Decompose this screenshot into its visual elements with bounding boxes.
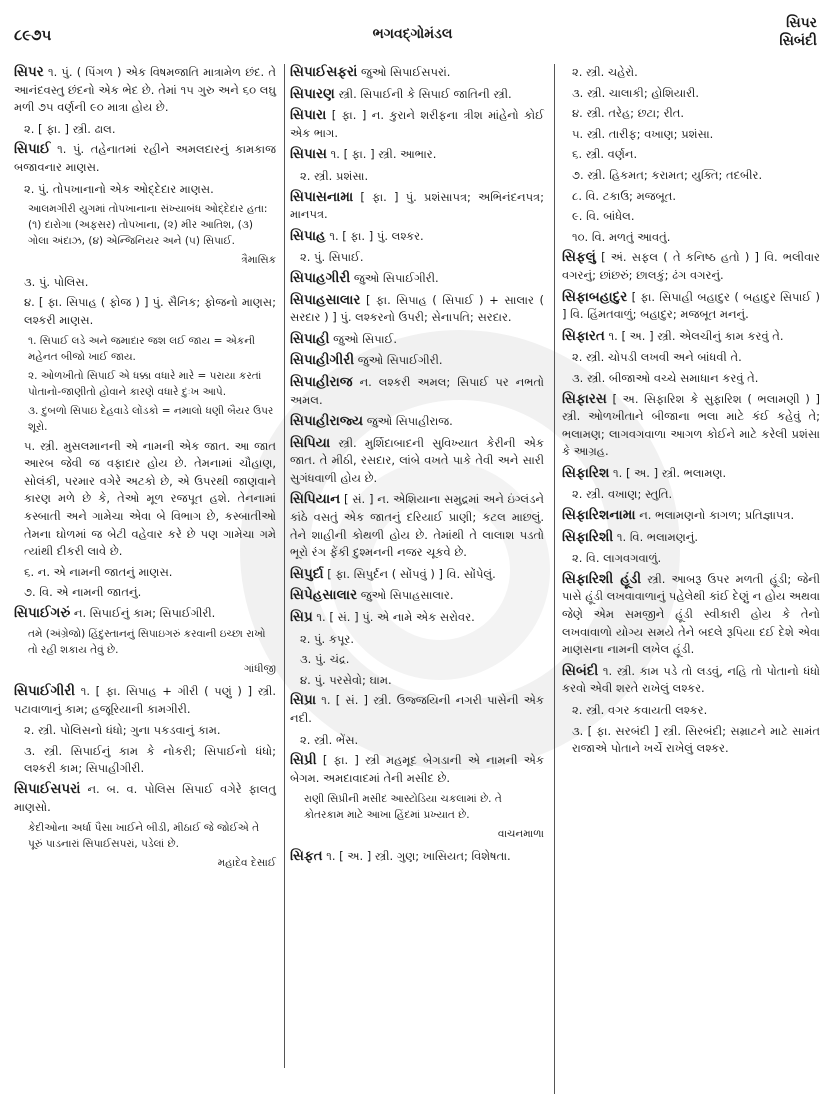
citation-quote: ૧. સિપાઈ લડે અને જમાદાર જશ લઈ જાય = એકની મહેનત બીજો ખાઈ જાય. <box>28 334 256 363</box>
page-header <box>0 0 825 62</box>
sense: ૭. વિ. એ નામની જાતનું. <box>24 585 142 600</box>
sense: ૨. સ્ત્રી. વગર કવાયતી લશ્કર. <box>572 703 708 717</box>
definition: જુઓ સિપાઈગીરી. <box>357 353 443 368</box>
headword: સિપાઈગરું <box>14 604 71 621</box>
headword: સિફારિશી <box>562 528 614 545</box>
headword: સિપાઈસપરાં <box>14 781 81 798</box>
sense: ૫. સ્ત્રી. મુસલમાનની એ નામની એક જાત. આ જાત આરબ જેવી જ વફાદાર હોય છે. તેમનામાં ચૌહાણ, સોલંકી, પરમાર વગેરે અટકો છે, એ ઉપરથી જાણવાને કારણ મળે છે કે, તેઓ મૂળ રજપૂત હશે. તેનનામાં કસ્બાતી અને ગામેચા એવા બે વિભાગ છે, કસ્બાતીઓ તેમના ઘોળમાં જ બેટી વહેવાર કરે છે પણ ગામેચા ગમે ત્યાંથી દીકરી લાવે છે. <box>24 438 276 559</box>
citation-source: વાચનમાળા <box>497 828 544 841</box>
sense: ૬. ન. એ નામની જાતનું માણસ. <box>24 564 173 579</box>
sense: ૪. [ ફા. સિપાહ ( ફોજ ) ] પું. સૈનિક; ફોજનો માણસ; લશ્કરી માણસ. <box>24 295 276 327</box>
definition: [ ફા. ] પું. પ્રશંસાપત્ર; અભિનંદનપત્ર; માનપત્ર. <box>290 189 545 222</box>
headword: સિપારણ <box>290 85 335 102</box>
headword: સિફલું <box>562 249 596 266</box>
definition: [ સં. ] ન. એશિયાના સમુદ્રમાં અને ઇંગ્લંડને કાંઠે વસતું એક જાતનું દરિયાઈ પ્રાણી; કટલ માછલું. તેને શાહીની કોથળી હોય છે. તેમાંથી તે લાલાશ પડતો ભૂરો રંગ ફેંકી દુશ્મનની નજર ચૂકવે છે. <box>290 492 545 560</box>
dictionary-entry <box>290 331 544 349</box>
citation-source: મહાદેવ દેસાઈ <box>217 857 276 870</box>
dictionary-entry <box>290 86 544 104</box>
dictionary-entry <box>290 609 544 627</box>
headword: સિપેહસાલાર <box>290 587 358 604</box>
definition: ન. લશ્કરી અમલ; સિપાઈ પર નભતો અમલ. <box>290 374 545 407</box>
headword: સિબંદી <box>562 662 599 679</box>
headword: સિપાહ <box>290 227 326 244</box>
sense: ૬. સ્ત્રી. વર્ણન. <box>572 147 638 162</box>
citation-quote: તમે (અંગ્રેજો) હિંદુસ્તાનનું સિપાઇગરું કરવાની ઇચ્છા રાખો તો રહી શકાય તેવું છે. <box>28 628 266 657</box>
definition: [ ફા. ] સ્ત્રી મહમૂદ બેગડાની એ નામની એક બેગમ. અમદાવાદમાં તેની મસીદ છે. <box>290 753 544 785</box>
dictionary-entry <box>14 605 276 623</box>
sense: ૩. [ ફા. સરબંદી ] સ્ત્રી. સિરબંદી; સમ્રાટને માટે સામંત રાજાએ પોતાને ખર્ચે રાખેલું લશ્કર. <box>572 723 820 756</box>
guide-word-first: સિપર <box>786 15 817 31</box>
definition: જુઓ સિપાઈસપરાં. <box>361 65 451 79</box>
sense: ૨. [ ફા. ] સ્ત્રી. ઢાલ. <box>24 121 116 136</box>
headword: સિપુર્દા <box>290 565 324 582</box>
dictionary-entry <box>562 507 820 525</box>
sense: ૩. સ્ત્રી. સિપાઈનું કામ કે નોકરી; સિપાઈનો ધંધો; લશ્કરી કામ; સિપાહીગીરી. <box>24 743 276 776</box>
sense: ૭. સ્ત્રી. હિકમત; કરામત; યુક્તિ; તદબીર. <box>572 167 763 182</box>
dictionary-entry <box>290 692 544 727</box>
sense: ૨. સ્ત્રી. ચોપડી લખવી અને બાંધવી તે. <box>572 350 742 365</box>
definition: ૧. પું. ( પિંગળ ) એક વિષમજાતિ માત્રામેળ છંદ. તે આનંદવસ્તુ છંદનો એક ભેદ છે. તેમાં ૧૫ ગુરુ અને ૬૦ લઘુ મળી ૭૫ વર્ણની ૯૦ માત્રા હોય છે. <box>14 65 276 115</box>
dictionary-entry <box>290 566 544 584</box>
page-number: ૮૯૭૫ <box>14 26 52 44</box>
citation-quote: કેદીઓના અર્ધા પૈસા ખાઈને બીડી, મીઠાઈ જે જોઈએ તે પૂરું પાડનારાં સિપાઈસપરાં, પડેલાં છે. <box>28 822 260 851</box>
citation-source: ગાંધીજી <box>244 663 276 676</box>
guide-words <box>779 14 817 50</box>
headword: સિપિયા <box>290 434 331 451</box>
dictionary-entry <box>290 228 544 246</box>
definition: જુઓ સિપાહસાલાર. <box>360 588 454 603</box>
dictionary-entry <box>290 352 544 370</box>
guide-word-last: સિબંદી <box>779 33 817 49</box>
headword: સિપાઈગીરી <box>14 683 76 700</box>
headword: સિપ્ર <box>290 609 313 626</box>
headword: સિપાહસાલાર <box>290 291 361 308</box>
sense: ૪. સ્ત્રી. તરેહ; છટા; રીત. <box>572 106 685 121</box>
dictionary-entry <box>290 270 544 288</box>
headword: સિપાસનામા <box>290 188 354 205</box>
column-divider <box>554 64 555 1094</box>
definition: સ્ત્રી. સિપાઈની કે સિપાઈ જાતિની સ્ત્રી. <box>338 86 512 101</box>
headword: સિપાહગીરી <box>290 269 351 286</box>
dictionary-entry <box>562 571 820 659</box>
dictionary-entry <box>290 146 544 164</box>
definition: ન. બ. વ. પોલિસ સિપાઈ વગેરે ફાલતુ માણસો. <box>14 782 276 814</box>
dictionary-entry <box>562 663 820 698</box>
sense: ૨. સ્ત્રી. પ્રશંસા. <box>300 168 369 183</box>
sense: ૨. સ્ત્રી. પોલિસનો ધંધો; ગુના પકડવાનું કામ. <box>24 723 221 738</box>
definition: જુઓ સિપાઈ. <box>333 331 398 346</box>
sense: ૨. પું. તોપખાનાનો એક ઓદ્દેદાર માણસ. <box>24 181 214 196</box>
sense: ૩. પું. ચંદ્ર. <box>300 652 350 667</box>
definition: ૧. વિ. ભલામણનું. <box>616 529 698 544</box>
definition: ન. ભલામણનો કાગળ; પ્રતિજ્ઞાપત્ર. <box>639 508 795 523</box>
dictionary-columns <box>14 64 820 1104</box>
headword: સિપાહીરાજ <box>290 373 353 390</box>
headword: સિપાહી <box>290 330 330 347</box>
headword: સિપાઈસફરાં <box>290 64 358 80</box>
running-title: ભગવદ્ગોમંડલ <box>372 26 453 42</box>
citation-quote: રાણી સિપ્રીની મસીદ આસ્ટોડિયા ચકલામાં છે. તે કોતરકામ માટે આખા હિંદમાં પ્રખ્યાત છે. <box>304 793 502 822</box>
citation-quote: ૩. દુબળો સિપાઇ દેહવાડે લોંડકો = નમાલો ધણી બૈયર ઉપર શૂરો. <box>28 404 274 433</box>
dictionary-entry <box>290 64 544 82</box>
citation-source: ત્રૈમાસિક <box>241 254 276 267</box>
dictionary-entry <box>290 848 544 866</box>
definition: સ્ત્રી. આબરૂ ઉપર મળતી હૂંડી; જેની પાસે હૂંડી લખવાવાળાનું પહેલેથી કાંઈ દેણું ન હોય અથવા જેણે એમ સમજીને હૂંડી સ્વીકારી હોય કે તેનો લખવાવાળો યોગ્ય સમયે તેને બદલે રૂપિયા દઈ દેશે એવા માણસના નામની લખેલ હૂંડી. <box>562 571 820 657</box>
dictionary-entry <box>14 64 276 117</box>
dictionary-entry <box>290 491 544 561</box>
dictionary-entry <box>14 683 276 718</box>
definition: સ્ત્રી. મુર્શિદાબાદની સુવિખ્યાત કેરીની એક જાત. તે મીઠી, રસદાર, લાંબે વખતે પાકે તેવી અને સારી સુગંધવાળી હોય છે. <box>290 435 544 485</box>
sense: ૨. પું. કપૂર. <box>300 631 355 646</box>
dictionary-entry <box>290 752 544 787</box>
definition: ૧. [ અ. ] સ્ત્રી. ભલામણ. <box>613 465 727 480</box>
sense: ૫. સ્ત્રી. તારીફ; વખાણ; પ્રશંસા. <box>572 126 714 141</box>
headword: સિપાહીરાજ્ય <box>290 413 364 430</box>
definition: [ ફા. સિપાહી બહાદુર ( બહાદુર સિપાઈ ) ] વિ. હિંમતવાળું; બહાદુર; મજબૂત મનનું. <box>562 289 821 322</box>
headword: સિફારસ <box>562 390 607 407</box>
definition: ૧. [ ફા. સિપાહ + ગીરી ( પણું ) ] સ્ત્રી. પટાવાળાનું કામ; હજૂરિયાની કામગીરી. <box>14 684 276 716</box>
dictionary-entry <box>562 249 820 284</box>
dictionary-entry <box>562 391 820 461</box>
dictionary-entry <box>562 465 820 483</box>
sense: ૮. વિ. ટકાઉ; મજબૂત. <box>572 188 677 203</box>
headword: સિપર <box>14 64 44 80</box>
sense: ૯. વિ. બાંધેલ. <box>572 209 635 224</box>
headword: સિપાહીગીરી <box>290 352 355 369</box>
headword: સિફારિશ <box>562 464 610 481</box>
definition: ૧. [ ફા. ] પું. લશ્કર. <box>329 228 424 243</box>
definition: ૧. પું. તહેનાતમાં રહીને અમલદારનું કામકાજ બજાવનાર માણસ. <box>14 142 276 174</box>
dictionary-entry <box>14 781 276 816</box>
sense: ૨. સ્ત્રી. ચહેરો. <box>572 65 638 79</box>
sense: ૨. વિ. લાગવગવાળું. <box>572 551 662 566</box>
definition: ન. સિપાઈનું કામ; સિપાઈગીરી. <box>73 605 216 620</box>
sense: ૨. સ્ત્રી. વખાણ; સ્તુતિ. <box>572 487 673 502</box>
dictionary-entry <box>290 189 544 224</box>
column-divider <box>284 64 285 1068</box>
headword: સિફત <box>290 847 323 864</box>
dictionary-entry <box>290 435 544 488</box>
definition: ૧. [ અ. ] સ્ત્રી. ગુણ; ખાસિયત; વિશેષતા. <box>326 848 511 863</box>
dictionary-entry <box>290 587 544 605</box>
sense: ૨. સ્ત્રી. ભેંસ. <box>300 732 359 747</box>
sense: ૩. પું. પોલિસ. <box>24 274 89 289</box>
headword: સિફારત <box>562 327 605 344</box>
definition: [ ફા. સિપાહ ( સિપાઈ ) + સાલાર ( સરદાર ) ] પું. લશ્કરનો ઉપરી; સેનાપતિ; સરદાર. <box>290 292 544 325</box>
definition: [ ફા. ] ન. કુરાને શરીફના ત્રીશ માંહેનો કોઈ એક ભાગ. <box>290 108 544 140</box>
definition: [ અ. સિફારિશ કે સુફારિશ ( ભલામણી ) ] સ્ત્રી. ઓળખીતાને બીજાના ભલા માટે કંઈ કહેવું તે; ભલામણ; લાગવગવાળા આગળ કોઈને માટે કરેલી પ્રશંસા કે આગ્રહ. <box>562 391 820 459</box>
definition: ૧. [ અ. ] સ્ત્રી. એલચીનું કામ કરવું તે. <box>608 328 784 343</box>
headword: સિફાબહાદુર <box>562 288 628 305</box>
column-2 <box>290 64 544 870</box>
sense: ૪. પું. પરસેવો; ઘામ. <box>300 672 392 687</box>
dictionary-entry <box>290 374 544 409</box>
headword: સિફારિશી હૂંડી <box>562 570 642 587</box>
definition: ૧. [ સં. ] સ્ત્રી. ઉજ્જયિની નગરી પાસેની એક નદી. <box>290 693 544 725</box>
headword: સિપ્રી <box>290 752 317 769</box>
definition: [ અં. સફલ ( તે કનિષ્ઠ હતો ) ] વિ. ભલીવાર વગરનું; છાંછરું; છાલકું; ઢંગ વગરનું. <box>562 250 821 282</box>
sense: ૧૦. વિ. મળતું આવતું. <box>572 229 671 244</box>
definition: ૧. સ્ત્રી. કામ પડે તો લડવું, નહિ તો પોતાનો ધંધો કરવો એવી શરતે રાખેલું લશ્કર. <box>562 663 820 696</box>
headword: સિપિયાન <box>290 491 341 508</box>
headword: સિપાસ <box>290 146 327 163</box>
headword: સિફારિશનામા <box>562 507 636 524</box>
dictionary-entry <box>290 107 544 142</box>
citation-quote: ૨. ઓળખીતો સિપાઈ એ ધક્કા વધારે મારે = પરાયા કરતાં પોતાનો-જાણીતો હોવાને કારણે વધારે દુઃખ આપે. <box>28 369 262 398</box>
definition: ૧. [ સં. ] પું. એ નામે એક સરોવર. <box>316 610 475 625</box>
dictionary-entry <box>290 413 544 431</box>
sense: ૩. સ્ત્રી. બીજાઓ વચ્ચે સમાધાન કરવું તે. <box>572 370 759 385</box>
headword: સિપારા <box>290 107 327 124</box>
headword: સિપાઈ <box>14 141 51 158</box>
citation-quote: આલમગીરી યુગમાં તોપખાનાના સંખ્યાબંધ ઓદ્દેદાર હતા: (૧) દારોગા (અફસર) તોપખાના, (૨) મીર આતિશ, (૩) ગોલા અંદાઝ, (૪) એન્જિનિયર અને (૫) સિપાઈ. <box>28 203 268 248</box>
dictionary-entry <box>14 141 276 176</box>
dictionary-entry <box>290 292 544 327</box>
column-1 <box>14 64 276 877</box>
definition: જુઓ સિપાહીરાજ. <box>366 414 453 429</box>
sense: ૨. પું. સિપાઈ. <box>300 250 364 265</box>
column-3 <box>562 64 820 761</box>
dictionary-entry <box>562 529 820 547</box>
headword: સિપ્રા <box>290 692 317 709</box>
sense: ૩. સ્ત્રી. ચાલાકી; હોશિયારી. <box>572 85 700 100</box>
dictionary-entry <box>562 289 820 324</box>
dictionary-entry <box>562 328 820 346</box>
definition: ૧. [ ફા. ] સ્ત્રી. આભાર. <box>330 147 437 162</box>
definition: [ ફા. સિપુર્દન ( સોંપવું ) ] વિ. સોંપેલું. <box>327 566 496 581</box>
definition: જુઓ સિપાઈગીરી. <box>353 270 439 285</box>
